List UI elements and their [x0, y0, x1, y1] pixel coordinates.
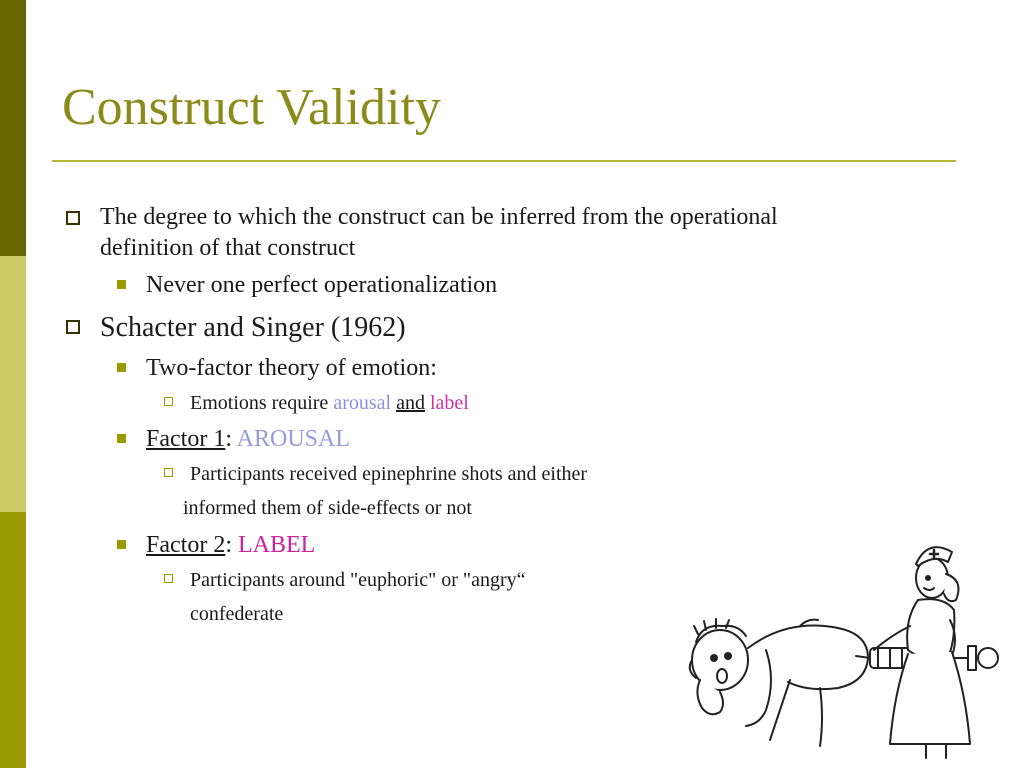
bullet-small-hollow-square-icon: [164, 468, 173, 477]
factor-1-heading: [146, 427, 350, 451]
factor-2-heading: [146, 533, 315, 557]
bullet-hollow-square-icon: [66, 211, 80, 225]
factor-1-value: AROUSAL: [236, 426, 351, 452]
bullet-small-hollow-square-icon: [164, 574, 173, 583]
factor-2-item-line-2: confederate: [190, 603, 284, 625]
emotions-require-text: Emotions require: [190, 392, 334, 414]
bullet-2-sub-1: Two-factor theory of emotion:: [146, 355, 437, 381]
bullet-2-sub-1-item: [190, 393, 469, 413]
factor-2-label: Factor 2: [146, 532, 226, 558]
arousal-word: arousal: [333, 392, 392, 414]
bullet-filled-square-icon: [117, 540, 126, 549]
bullet-1-line-2: definition of that construct: [100, 235, 356, 261]
factor-1-label: Factor 1: [146, 426, 226, 452]
bullet-filled-square-icon: [117, 280, 126, 289]
factor-1-colon: :: [225, 426, 232, 452]
nurse-giving-injection-cartoon-icon: [670, 530, 1010, 760]
factor-2-item-line-1: Participants around "euphoric" or "angry“: [190, 569, 526, 591]
factor-2-colon: :: [225, 532, 232, 558]
bullet-hollow-square-icon: [66, 320, 80, 334]
bullet-filled-square-icon: [117, 363, 126, 372]
slide-title: Construct Validity: [62, 79, 441, 136]
factor-2-value: LABEL: [237, 532, 316, 558]
bullet-2: Schacter and Singer (1962): [100, 312, 406, 343]
bullet-1-sub-1: Never one perfect operationalization: [146, 272, 498, 298]
bullet-1-line-1: The degree to which the construct can be inferred from the operational: [100, 204, 778, 230]
bullet-filled-square-icon: [117, 434, 126, 443]
factor-1-item-line-1: Participants received epinephrine shots and either: [190, 463, 588, 485]
factor-1-item-line-2: informed them of side-effects or not: [183, 497, 472, 519]
and-word: and: [396, 392, 425, 414]
label-word: label: [429, 392, 469, 414]
bullet-small-hollow-square-icon: [164, 397, 173, 406]
